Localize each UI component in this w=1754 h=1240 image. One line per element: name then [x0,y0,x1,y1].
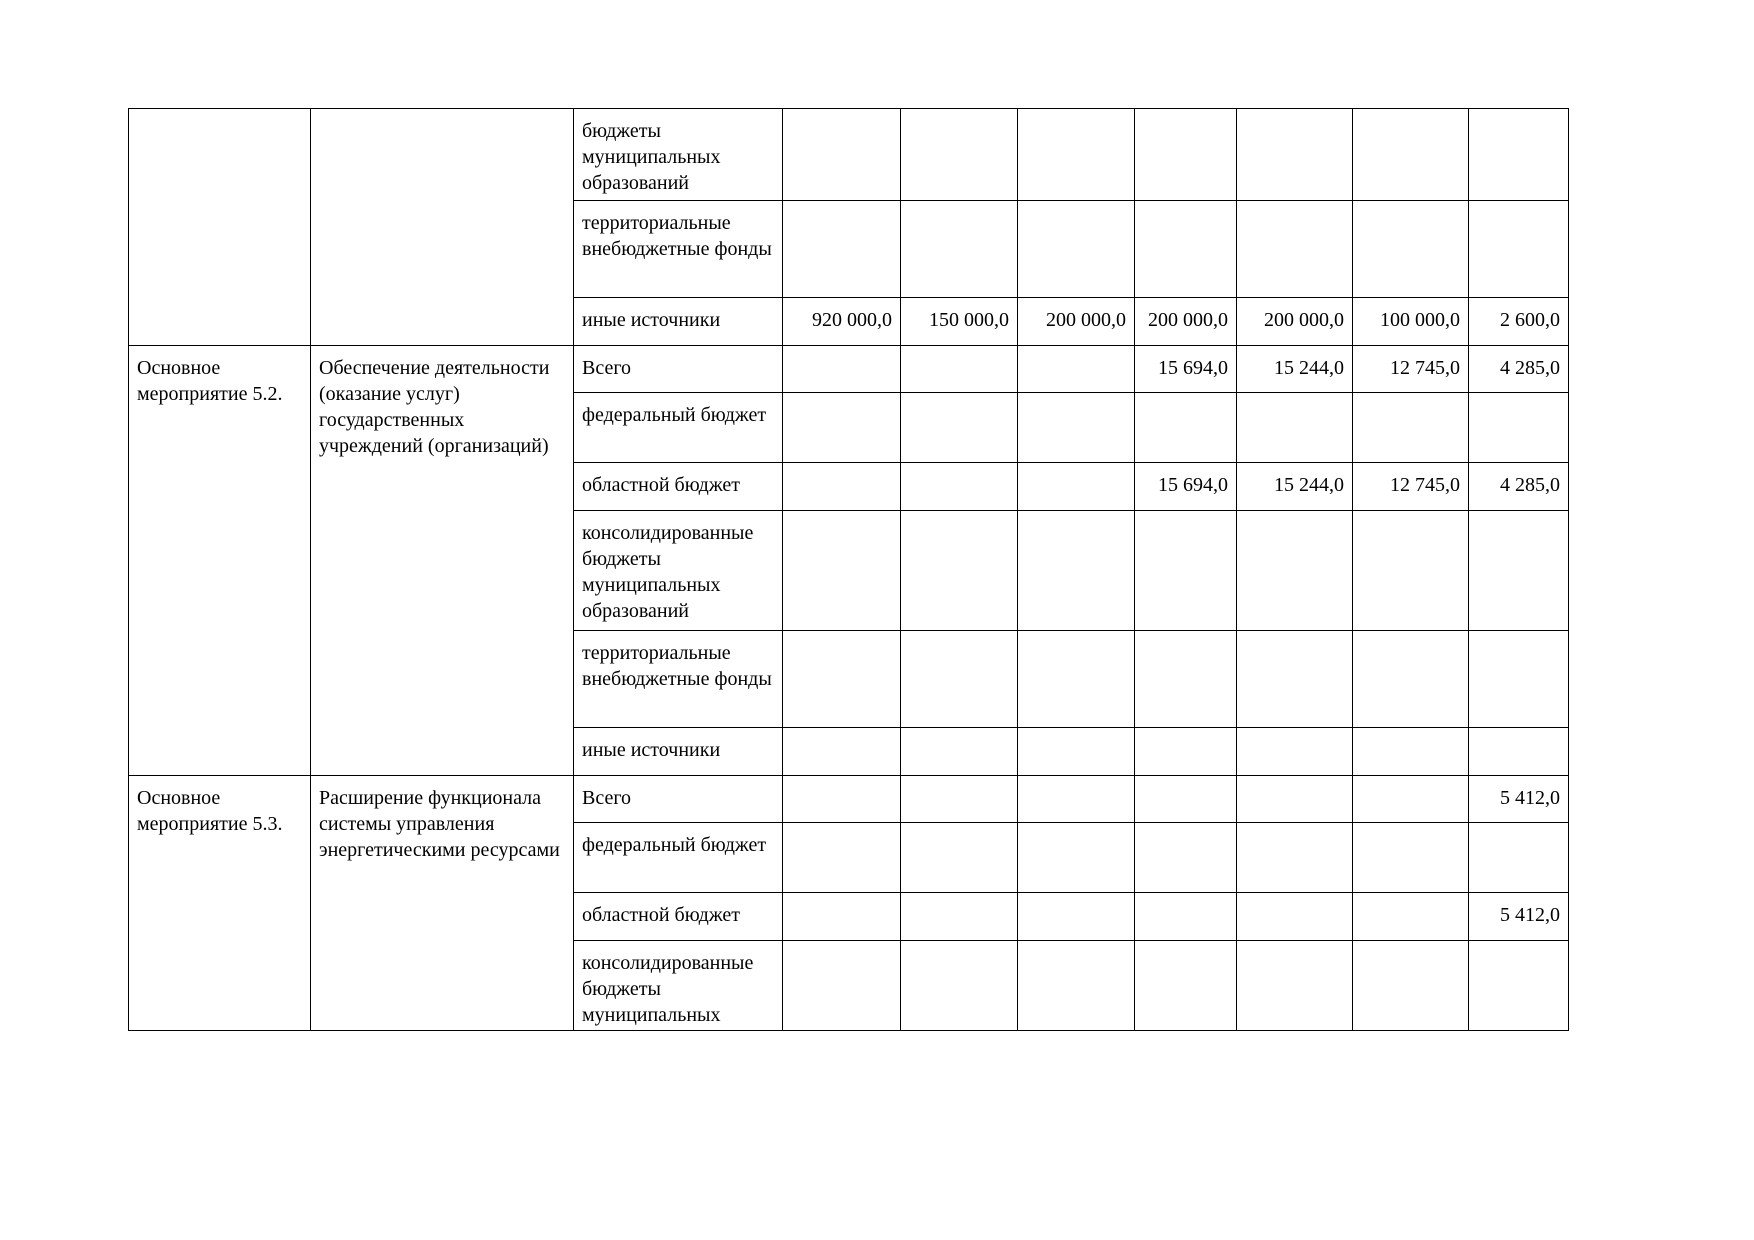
value-cell [901,109,1018,201]
value-cell [783,346,901,393]
value-cell [901,893,1018,941]
description-cell: Расширение функционала системы управления энергетическими ресурсами [311,776,574,1032]
value-cell [901,463,1018,511]
value-cell: 4 285,0 [1469,463,1569,511]
measure-cell: Основное мероприятие 5.2. [129,346,311,776]
value-cell [901,631,1018,728]
value-cell [1353,109,1469,201]
value-cell [1353,728,1469,776]
value-cell: 15 244,0 [1237,346,1353,393]
value-cell [783,393,901,463]
value-cell: 100 000,0 [1353,298,1469,346]
value-cell [1018,109,1135,201]
value-cell: 200 000,0 [1237,298,1353,346]
value-cell [783,941,901,1032]
value-cell [1018,631,1135,728]
value-cell [783,463,901,511]
value-cell: 4 285,0 [1469,346,1569,393]
value-cell [1353,776,1469,823]
value-cell [1018,941,1135,1032]
value-cell [1135,776,1237,823]
value-cell [1353,201,1469,298]
value-cell [1353,823,1469,893]
value-cell [1018,346,1135,393]
value-cell [1135,941,1237,1032]
value-cell [901,393,1018,463]
value-cell [783,823,901,893]
value-cell: 200 000,0 [1018,298,1135,346]
value-cell [1018,463,1135,511]
value-cell [1353,941,1469,1032]
value-cell [901,346,1018,393]
source-cell: иные источники [574,298,783,346]
measure-cell: Основное мероприятие 5.3. [129,776,311,1032]
value-cell: 12 745,0 [1353,346,1469,393]
value-cell [1135,728,1237,776]
value-cell [783,109,901,201]
value-cell [1018,511,1135,631]
value-cell [1469,631,1569,728]
value-cell: 5 412,0 [1469,893,1569,941]
value-cell [901,201,1018,298]
table-row [129,776,1569,823]
value-cell [1469,941,1569,1032]
value-cell [901,776,1018,823]
value-cell: 15 694,0 [1135,463,1237,511]
value-cell [783,728,901,776]
value-cell [1018,823,1135,893]
source-cell: Всего [574,346,783,393]
value-cell: 5 412,0 [1469,776,1569,823]
value-cell [1237,393,1353,463]
value-cell [1469,511,1569,631]
description-cell [311,109,574,346]
value-cell [1237,893,1353,941]
source-cell: Всего [574,776,783,823]
value-cell [901,728,1018,776]
value-cell [1237,776,1353,823]
source-cell: областной бюджет [574,463,783,511]
value-cell [1135,511,1237,631]
value-cell: 15 244,0 [1237,463,1353,511]
value-cell [1018,728,1135,776]
value-cell [1469,393,1569,463]
source-cell: федеральный бюджет [574,393,783,463]
source-cell: бюджеты муниципальных образований [574,109,783,201]
value-cell [1018,201,1135,298]
value-cell [1353,393,1469,463]
value-cell [901,823,1018,893]
value-cell [1018,893,1135,941]
value-cell [783,201,901,298]
table-clip-region [128,108,1569,1031]
value-cell [1237,728,1353,776]
value-cell [1135,109,1237,201]
value-cell [1353,511,1469,631]
source-cell: федеральный бюджет [574,823,783,893]
value-cell [783,511,901,631]
table-row [129,346,1569,393]
value-cell [901,941,1018,1032]
source-cell: территориальные внебюджетные фонды [574,631,783,728]
value-cell: 920 000,0 [783,298,901,346]
value-cell [1469,201,1569,298]
value-cell: 200 000,0 [1135,298,1237,346]
value-cell [1237,941,1353,1032]
description-cell: Обеспечение деятельности (оказание услуг) государственных учреждений (организаций) [311,346,574,776]
budget-table [128,108,1569,1031]
value-cell [1469,728,1569,776]
value-cell [783,631,901,728]
source-cell: консолидированные бюджеты муниципальных образований [574,511,783,631]
value-cell [1018,776,1135,823]
value-cell [1135,631,1237,728]
value-cell: 2 600,0 [1469,298,1569,346]
value-cell [1237,201,1353,298]
value-cell [783,893,901,941]
value-cell [1237,511,1353,631]
source-cell: территориальные внебюджетные фонды [574,201,783,298]
value-cell [1353,893,1469,941]
value-cell [1237,631,1353,728]
value-cell [1237,823,1353,893]
value-cell [1018,393,1135,463]
value-cell [1135,823,1237,893]
value-cell [1135,201,1237,298]
value-cell [1469,823,1569,893]
value-cell: 15 694,0 [1135,346,1237,393]
value-cell [783,776,901,823]
value-cell [1237,109,1353,201]
value-cell: 12 745,0 [1353,463,1469,511]
value-cell [1135,393,1237,463]
value-cell: 150 000,0 [901,298,1018,346]
value-cell [1469,109,1569,201]
measure-cell [129,109,311,346]
source-cell: областной бюджет [574,893,783,941]
value-cell [1353,631,1469,728]
value-cell [1135,893,1237,941]
source-cell: консолидированные бюджеты муниципальных [574,941,783,1032]
table-row [129,109,1569,201]
source-cell: иные источники [574,728,783,776]
value-cell [901,511,1018,631]
